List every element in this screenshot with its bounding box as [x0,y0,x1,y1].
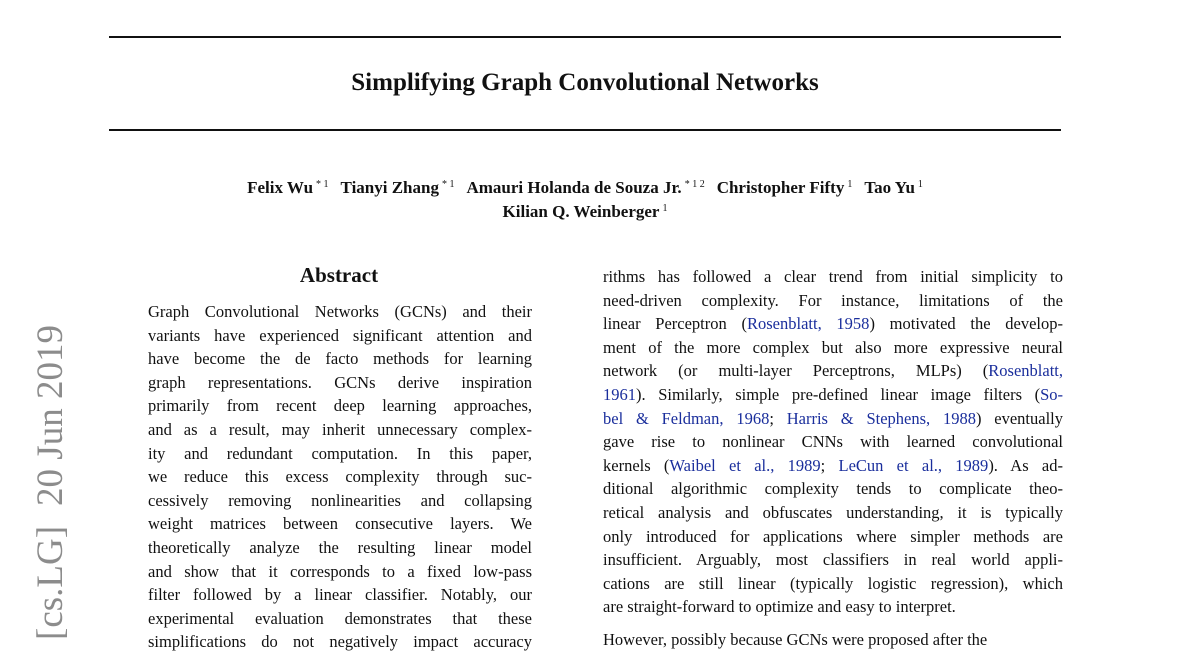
affiliation-marks: 1 [662,203,668,214]
abstract-line: we reduce this excess complexity through suc- [148,467,532,487]
abstract-line: cessively removing nonlinearities and collapsing [148,490,532,510]
text-line [603,265,1063,289]
text-segment: insufficient. Arguably, most classifiers in real world appli- [603,550,1063,570]
abstract-line: and show that it corresponds to a fixed low-pass [148,561,532,581]
text-line [603,501,1063,525]
author-name-text: Christopher Fifty [716,178,845,197]
text-segment: network (or multi-layer Perceptrons, MLPs) ( [603,361,989,381]
author-name [466,178,704,197]
abstract-line: have become the de facto methods for learning [148,349,532,369]
author-name [717,178,853,197]
author-name-text: Tao Yu [864,178,915,197]
text-line [603,548,1063,572]
text-line: However, possibly because GCNs were proposed after the [603,630,988,649]
citation-link[interactable]: LeCun et al., 1989 [838,455,989,475]
text-segment: rithms has followed a clear trend from initial simplicity to [603,267,1063,286]
text-line [603,572,1063,596]
abstract-line: experimental evaluation demonstrates that these [148,608,532,628]
affiliation-marks: 1 [847,179,853,190]
abstract-line: weight matrices between consecutive layers. We [148,514,532,534]
text-segment: ). Similarly, simple pre-defined linear image filters ( [636,384,1041,404]
text-line [603,359,1063,383]
text-line [603,289,1063,313]
text-segment: need-driven complexity. For instance, limitations of the [603,290,1063,310]
text-segment: ditional algorithmic complexity tends to complicate theo- [603,479,1063,499]
text-line [603,336,1063,360]
citation-link[interactable]: So- [1040,384,1063,404]
abstract-line: Graph Convolutional Networks (GCNs) and their [148,302,532,321]
affiliation-marks: 1 [917,179,923,190]
text-segment: kernels ( [603,455,670,475]
abstract-line: primarily from recent deep learning approaches, [148,396,532,416]
citation-link[interactable]: Harris & Stephens, 1988 [786,408,976,428]
citation-link[interactable]: bel & Feldman, 1968 [603,408,770,428]
author-name-text: Tianyi Zhang [340,178,439,197]
affiliation-marks: * 1 2 [684,179,705,190]
abstract-line: ity and redundant computation. In this paper, [148,443,532,463]
abstract-line: and as a result, may inherit unnecessary complex- [148,419,532,439]
citation-link[interactable]: Waibel et al., 1989 [669,455,821,475]
text-line [603,407,1063,431]
paper-title: Simplifying Graph Convolutional Networks [351,69,819,96]
affiliation-marks: * 1 [441,179,455,190]
author-name [864,178,923,197]
text-segment: only introduced for applications where simpler methods are [603,526,1063,546]
text-segment: cations are still linear (typically logistic regression), which [603,573,1063,593]
arxiv-date: 20 Jun 2019 [30,325,71,506]
author-name-text: Amauri Holanda de Souza Jr. [466,178,682,197]
author-name-text: Kilian Q. Weinberger [502,202,660,221]
abstract-body [148,300,532,654]
text-segment: ment of the more complex but also more expressive neural [603,337,1063,357]
text-segment: gave rise to nonlinear CNNs with learned convolutional [603,432,1063,452]
citation-link[interactable]: Rosenblatt, [988,361,1063,381]
abstract-line: theoretically analyze the resulting linear model [148,537,532,557]
title-rule-top [109,36,1061,38]
abstract-line: filter followed by a linear classifier. Notably, our [148,585,532,605]
text-line [603,477,1063,501]
introduction-paragraph-2 [603,628,1063,652]
text-segment: are straight-forward to optimize and easy to interpret. [603,597,956,617]
abstract-line: simplifications do not negatively impact accuracy [148,632,532,652]
author-list-line-1 [0,173,1170,200]
text-line [603,595,1063,619]
introduction-text [603,265,1063,619]
text-line [603,312,1063,336]
text-segment: ) eventually [975,408,1064,428]
author-name [503,202,668,221]
text-segment: linear Perceptron ( [603,314,747,334]
text-segment: ) motivated the develop- [869,314,1063,334]
author-list-line-2 [0,197,1170,224]
abstract-line: variants have experienced significant attention and [148,325,532,345]
author-name [247,178,328,197]
text-segment: ). As ad- [988,455,1063,475]
text-line [603,430,1063,454]
author-name [341,178,455,197]
citation-link[interactable]: 1961 [603,384,636,404]
arxiv-category: [cs.LG] [30,525,71,640]
text-segment: retical analysis and obfuscates understanding, it is typically [603,502,1063,522]
arxiv-stamp [31,325,71,640]
text-line [603,525,1063,549]
author-name-text: Felix Wu [247,178,314,197]
text-line [603,383,1063,407]
abstract-line: graph representations. GCNs derive inspiration [148,372,532,392]
affiliation-marks: * 1 [316,179,329,190]
text-line [603,454,1063,478]
title-rule-bottom [109,129,1061,131]
citation-link[interactable]: Rosenblatt, 1958 [747,314,870,334]
text-segment: ; [820,455,839,475]
abstract-heading: Abstract [299,263,379,287]
text-segment: ; [769,408,787,428]
